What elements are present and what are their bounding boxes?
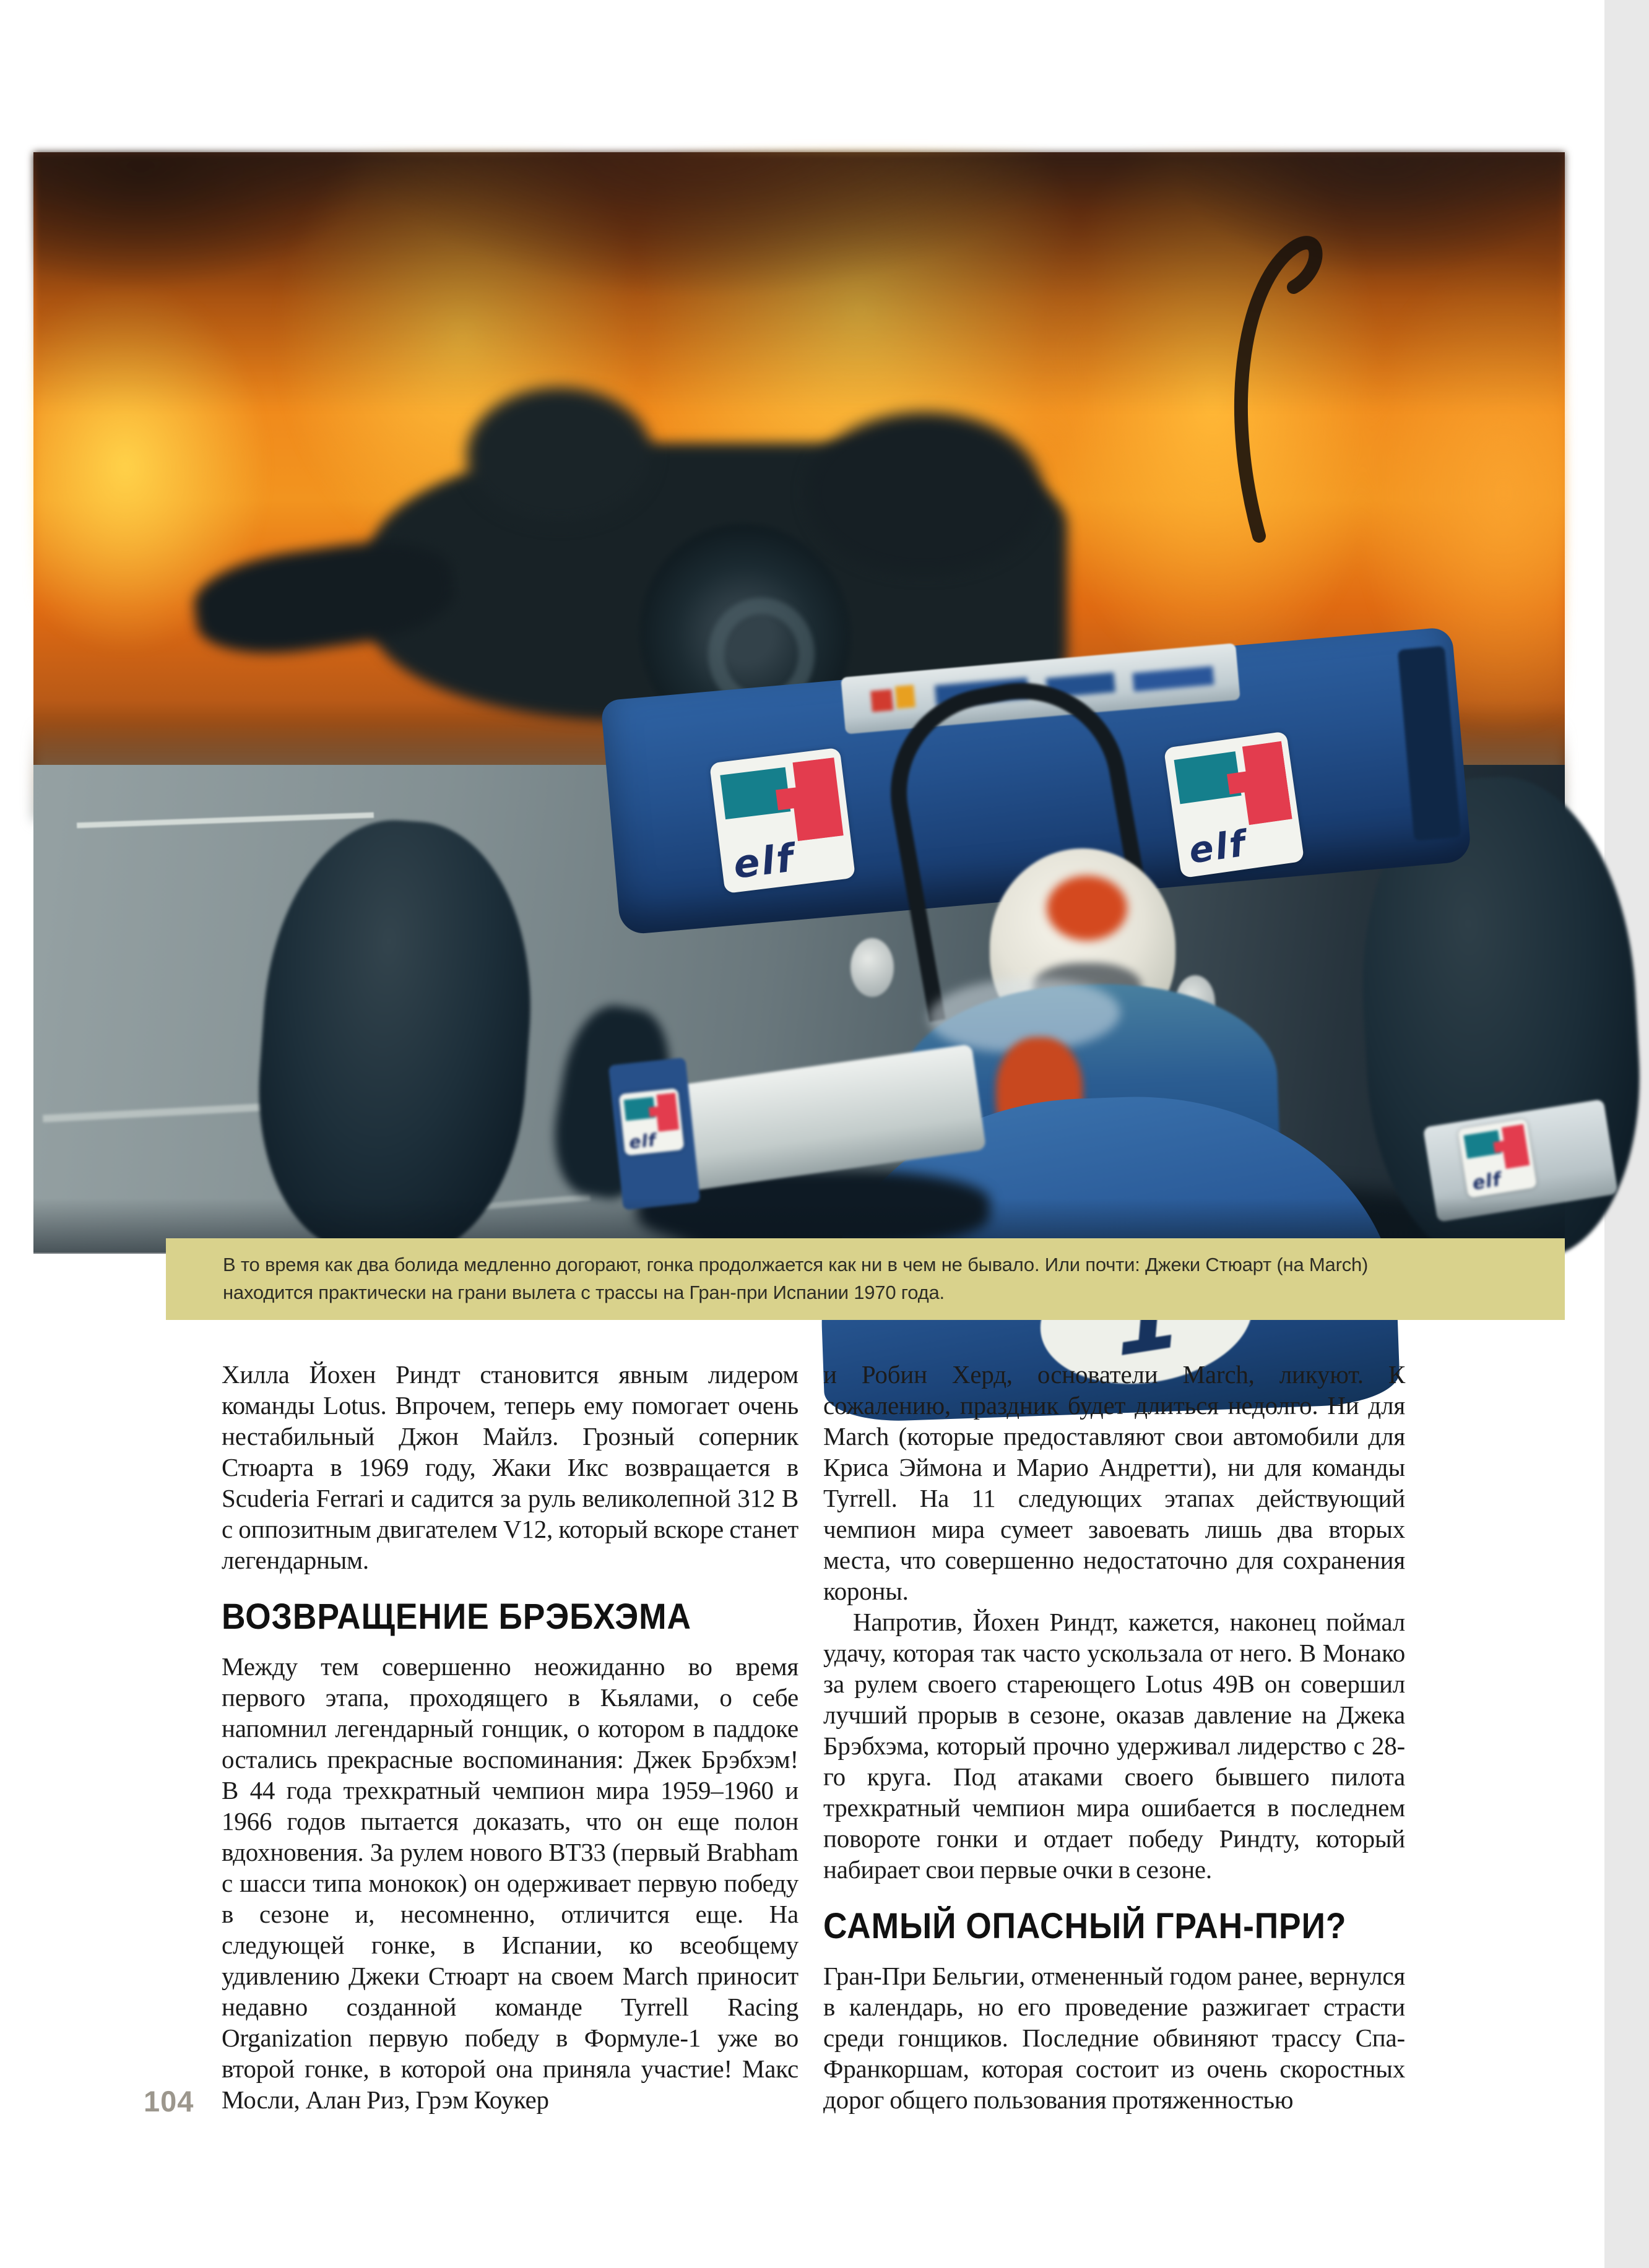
photo-caption-band bbox=[166, 1238, 1565, 1320]
debris-hook bbox=[1166, 189, 1352, 548]
photo-caption: В то время как два болида медленно догорают, гонка продолжается как ни в чем не бывало. Или почти: Джеки Стюарт (на March) находится практически на грани вылета с трассы на Гран-при Испании 1970 года. bbox=[223, 1254, 1369, 1303]
text-column-right bbox=[823, 1359, 1405, 2115]
paragraph: и Робин Херд, основатели March, ликуют. К сожалению, праздник будет длиться недолго. Ни для March (которые предоставляют свои автомобили для Криса Эймона и Марио Андретти), ни для команды Tyrrell. На 11 следующих этапах действующий чемпион мира сумеет завоевать лишь два вторых места, что совершенно недостаточно для сохранения короны. bbox=[823, 1360, 1405, 1605]
elf-wordmark: elf bbox=[1186, 821, 1250, 872]
elf-wordmark: elf bbox=[730, 834, 798, 887]
sticker-mark bbox=[895, 685, 915, 709]
sticker-text-blur bbox=[1132, 666, 1214, 691]
elf-wordmark: elf bbox=[628, 1129, 657, 1153]
wreckage-debris bbox=[807, 412, 1042, 573]
paragraph: Между тем совершенно неожиданно во время первого этапа, проходящего в Кьялами, о себе напомнил легендарный гонщик, о котором в паддоке остались прекрасные воспоминания: Джек Брэбхэм! В 44 года трехкратный чемпион мира 1959–1960 и 1966 годов пытается доказать, что он еще полон вдохновения. За рулем нового BT33 (первый Brabham с шасси типа монокок) он одерживает первую победу в сезоне и, несомненно, отличится еще. На следующей гонке, в Испании, ко всеобщему удивлению Джеки Стюарт на своем March приносит недавно созданной команде Tyrrell Racing Organization первую победу в Формуле-1 уже во второй гонке, в которой она приняла участие! Макс Мосли, Алан Риз, Грэм Коукер bbox=[222, 1652, 799, 2114]
helmet-red-patch bbox=[1047, 876, 1127, 941]
elf-logo bbox=[1458, 1119, 1537, 1198]
wing-endplate bbox=[1398, 646, 1461, 841]
paragraph: Гран-При Бельгии, отмененный годом ранее, вернулся в календарь, но его проведение разжигает страсти среди гонщиков. Последние обвиняют трассу Спа-Франкоршам, которая состоит из очень скоростных дорог общего пользования протяженностью bbox=[823, 1962, 1405, 2114]
paragraph: Хилла Йохен Риндт становится явным лидером команды Lotus. Впрочем, теперь ему помогает очень нестабильный Джон Майлз. Грозный соперник Стюарта в 1969 году, Жаки Икс возвращается в Scuderia Ferrari и садится за руль великолепной 312 B с оппозитным двигателем V12, который вскоре станет легендарным. bbox=[222, 1360, 799, 1574]
side-mirror-left bbox=[850, 938, 894, 997]
section-heading-most-dangerous-gp: САМЫЙ ОПАСНЫЙ ГРАН-ПРИ? bbox=[823, 1906, 1347, 1946]
front-wing-endplate bbox=[608, 1058, 701, 1210]
page-number: 104 bbox=[144, 2085, 194, 2118]
elf-wordmark: elf bbox=[1471, 1168, 1503, 1194]
elf-logo bbox=[619, 1088, 685, 1155]
paragraph: Напротив, Йохен Риндт, кажется, наконец поймал удачу, которая так часто ускользала от него. В Монако за рулем своего стареющего Lotus 49B он совершил лучший прорыв в сезоне, оказав давление на Джека Брэбхэма, который прочно удерживал лидерство с 28-го круга. Под атаками своего бывшего пилота трехкратный чемпион мира ошибается в последнем повороте гонки и отдает победу Риндту, который набирает свои первые очки в сезоне. bbox=[823, 1608, 1405, 1884]
text-column-left bbox=[222, 1359, 799, 2115]
wreckage-debris bbox=[467, 387, 652, 524]
section-heading-brabham-return: ВОЗВРАЩЕНИЕ БРЭБХЭМА bbox=[222, 1597, 691, 1637]
elf-logo bbox=[1164, 731, 1305, 878]
sticker-mark bbox=[870, 689, 893, 712]
elf-logo bbox=[709, 748, 855, 894]
race-photo bbox=[33, 152, 1565, 1253]
